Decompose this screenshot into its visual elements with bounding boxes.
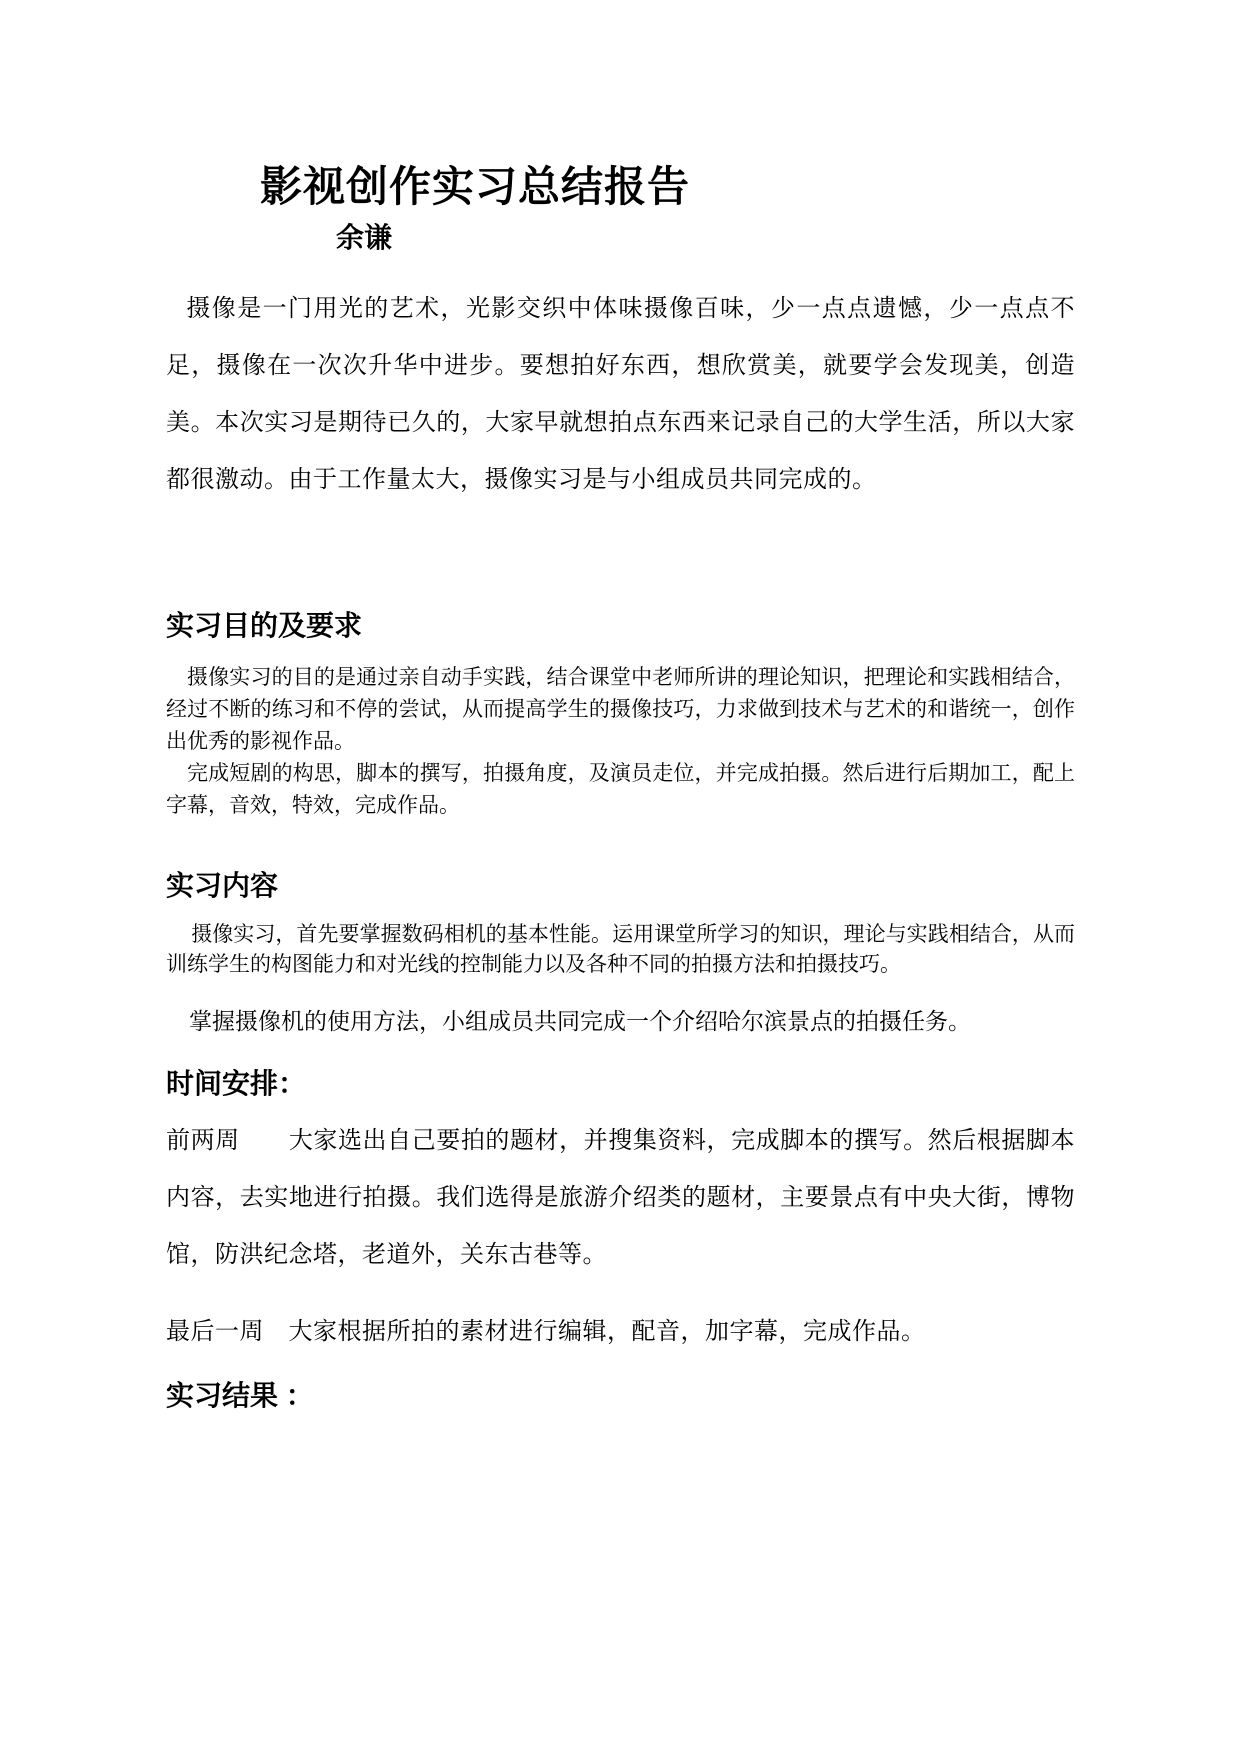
goals-paragraph-1: 摄像实习的目的是通过亲自动手实践，结合课堂中老师所讲的理论知识，把理论和实践相结合，经过不断的练习和不停的尝试，从而提高学生的摄像技巧，力求做到技术与艺术的和谐统一，创作出优秀的影视作品。 — [166, 666, 1075, 753]
section-heading-results: 实习结果 ： — [166, 1380, 314, 1411]
schedule-paragraph-2: 最后一周 大家根据所拍的素材进行编辑，配音，加字幕，完成作品。 — [166, 1318, 926, 1345]
intro-paragraph: 摄像是一门用光的艺术，光影交织中体味摄像百味，少一点点遗憾，少一点点不足，摄像在一次次升华中进步。要想拍好东西，想欣赏美，就要学会发现美，创造美。本次实习是期待已久的，大家早就想拍点东西来记录自己的大学生活，所以大家都很激动。由于工作量太大，摄像实习是与小组成员共同完成的。 — [166, 295, 1075, 493]
section-heading-goals: 实习目的及要求 — [166, 610, 363, 641]
content-paragraph-1: 摄像实习，首先要掌握数码相机的基本性能。运用课堂所学习的知识，理论与实践相结合，从而训练学生的构图能力和对光线的控制能力以及各种不同的拍摄方法和拍摄技巧。 — [166, 923, 1075, 976]
goals-paragraph-2: 完成短剧的构思，脚本的撰写，拍摄角度，及演员走位，并完成拍摄。然后进行后期加工，配上字幕，音效，特效，完成作品。 — [166, 762, 1075, 817]
schedule-paragraph-1: 前两周 大家选出自己要拍的题材，并搜集资料，完成脚本的撰写。然后根据脚本内容，去实地进行拍摄。我们选得是旅游介绍类的题材，主要景点有中央大街，博物馆，防洪纪念塔，老道外，关东古巷等。 — [166, 1127, 1075, 1268]
content-paragraph-2: 掌握摄像机的使用方法，小组成员共同完成一个介绍哈尔滨景点的拍摄任务。 — [189, 1008, 971, 1034]
document-author: 余谦 — [336, 222, 393, 253]
section-heading-content: 实习内容 — [166, 870, 279, 901]
section-heading-schedule: 时间安排： — [166, 1068, 307, 1099]
document-title: 影视创作实习总结报告 — [260, 163, 691, 210]
